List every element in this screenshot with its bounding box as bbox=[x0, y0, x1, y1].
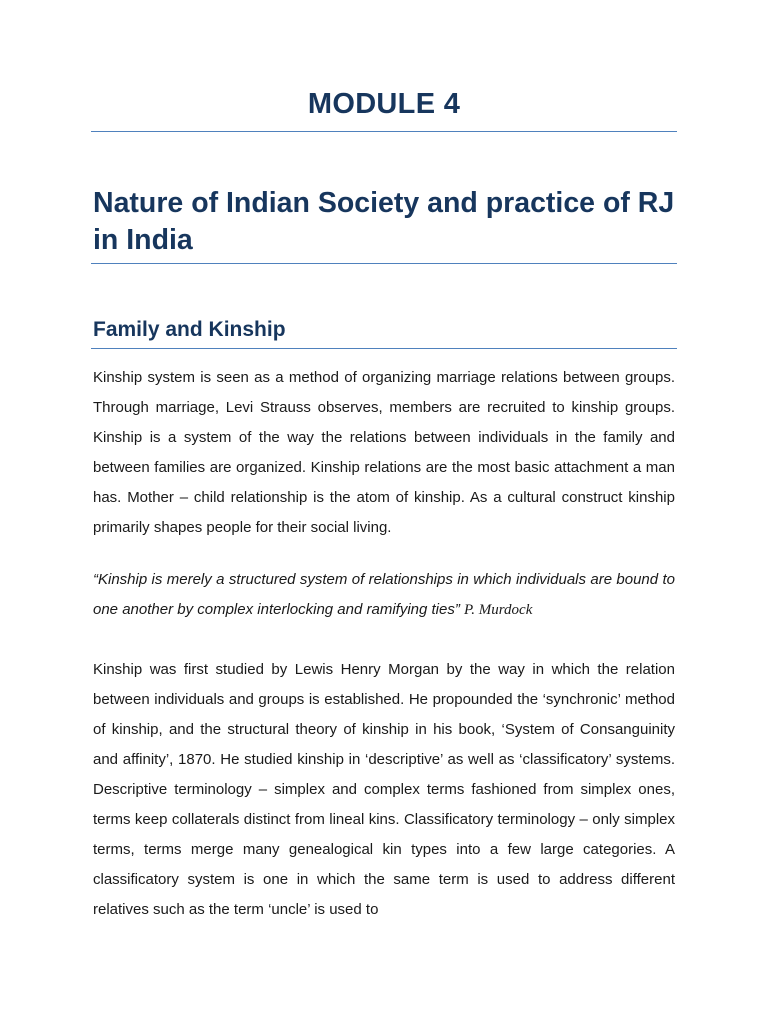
section-heading: Family and Kinship bbox=[93, 318, 286, 341]
document-title: Nature of Indian Society and practice of RJ in India bbox=[93, 187, 675, 256]
quote-block bbox=[93, 565, 675, 625]
section-heading-rule bbox=[91, 348, 677, 349]
quote-text: “Kinship is merely a structured system of relationships in which individuals are bound to one another by complex interlocking and ramifying ties” bbox=[93, 571, 675, 618]
module-heading-rule bbox=[91, 131, 677, 132]
quote-author: P. Murdock bbox=[464, 602, 533, 618]
body-paragraph-2: Kinship was first studied by Lewis Henry Morgan by the way in which the relation between individuals and groups is established. He propounded the ‘synchronic’ method of kinship, and the structural theory of kinship in his book, ‘System of Consanguinity and affinity’, 1870. He studied kinship in ‘descriptive’ as well as ‘classificatory’ systems. Descriptive terminology – simplex and complex terms fashioned from simplex ones, terms keep collaterals distinct from lineal kins. Classificatory terminology – only simplex terms, terms merge many genealogical kin types into a few large categories. A classificatory system is one in which the same term is used to address different relatives such as the term ‘uncle’ is used to bbox=[93, 661, 675, 918]
title-rule bbox=[91, 263, 677, 264]
body-paragraph-1: Kinship system is seen as a method of organizing marriage relations between groups. Through marriage, Levi Strauss observes, members are recruited to kinship groups. Kinship is a system of the way the relations between individuals in the family and between families are organized. Kinship relations are the most basic attachment a man has. Mother – child relationship is the atom of kinship. As a cultural construct kinship primarily shapes people for their social living. bbox=[93, 369, 675, 536]
module-heading: MODULE 4 bbox=[307, 88, 461, 120]
document-page bbox=[93, 0, 675, 925]
